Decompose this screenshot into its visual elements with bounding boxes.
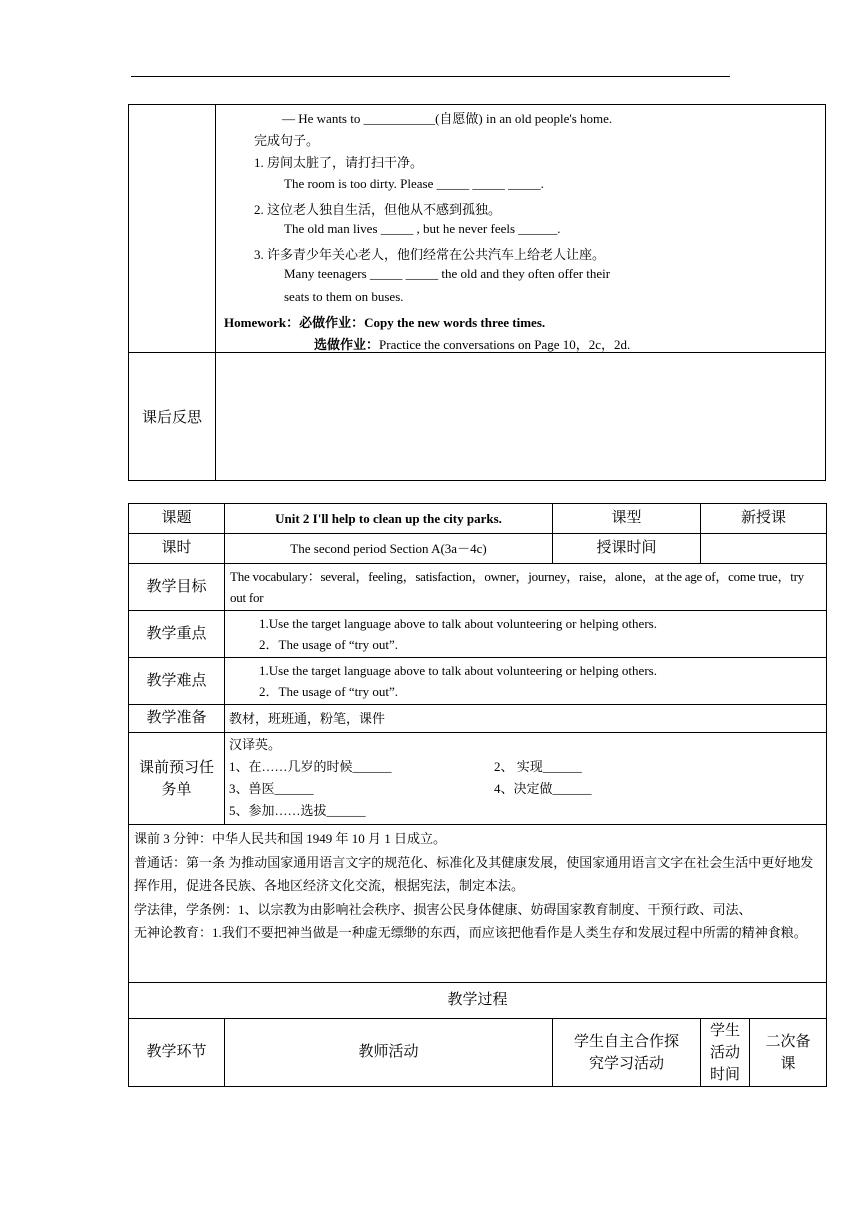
exercise-line: 完成句子。 [254,133,320,148]
preview-content [225,733,827,825]
exercise-line: — He wants to ___________(自愿做) in an old people's home. [282,111,613,126]
exercise-line: 3. 许多青少年关心老人，他们经常在公共汽车上给老人让座。 [254,247,606,262]
exercise-label-cell [129,105,216,353]
time-value [701,534,827,564]
goals-label: 教学目标 [129,564,225,611]
header-rule [131,76,730,77]
preview-label: 课前预习任务单 [129,733,225,825]
key-points [225,611,827,658]
col-student: 学生自主合作探究学习活动 [553,1019,701,1087]
preview-item: 1、在……几岁的时候______ [229,759,392,774]
exercise-line: The room is too dirty. Please _____ _____ _____. [284,176,544,191]
exercise-line: 2. 这位老人独自生活，但他从不感到孤独。 [254,202,502,217]
warmup-line: 课前 3 分钟：中华人民共和国 1949 年 10 月 1 日成立。 [134,831,447,846]
optional-label: 选做作业： [314,337,380,352]
reflection-content [216,353,826,481]
key-point-item: 1.Use the target language above to talk about volunteering or helping others. [259,616,657,631]
lesson-title-text: Unit 2 I'll help to clean up the city parks. [275,511,502,526]
homework-required: Copy the new words three times. [364,315,546,330]
preview-item: 4、决定做______ [494,781,592,796]
prep-label: 教学准备 [129,705,225,733]
preview-item: 2、 实现______ [494,759,582,774]
goals-value: The vocabulary：several，feeling，satisfaction，owner，journey，raise，alone，at the age of，come true，try out for [225,564,827,611]
reflection-label: 课后反思 [129,353,216,481]
homework-line [224,312,545,331]
key-point-item: 2．The usage of “try out”. [259,637,398,652]
lesson-plan-table [128,503,827,1087]
exercise-line: 1. 房间太脏了，请打扫干净。 [254,155,424,170]
preview-item: 5、参加……选拔______ [229,803,366,818]
col-stage: 教学环节 [129,1019,225,1087]
optional-homework-line [314,334,630,353]
warmup-content [129,825,827,983]
preview-item: 3、兽医______ [229,781,314,796]
exercise-line: The old man lives _____ , but he never feels ______. [284,221,561,236]
homework-label: Homework：必做作业： [224,315,365,330]
warmup-line: 无神论教育：1.我们不要把神当做是一种虚无缥缈的东西，而应该把他看作是人类生存和发展过程中所需的精神食粮。 [134,925,807,940]
optional-text: Practice the conversations on Page 10，2c，2d. [379,337,631,352]
process-title: 教学过程 [129,983,827,1019]
col-second: 二次备课 [750,1019,827,1087]
title-label: 课题 [129,504,225,534]
preview-title: 汉译英。 [229,737,282,752]
exercise-line: Many teenagers _____ _____ the old and they often offer their [284,266,611,281]
col-teacher: 教师活动 [225,1019,553,1087]
exercise-table [128,104,826,481]
difficult-point-item: 1.Use the target language above to talk about volunteering or helping others. [259,663,657,678]
difficult-points [225,658,827,705]
period-value: The second period Section A(3a－4c) [225,534,553,564]
preview-grid [229,756,822,822]
lesson-title [225,504,553,534]
type-label: 课型 [553,504,701,534]
period-label: 课时 [129,534,225,564]
exercise-content-cell [216,105,826,353]
difficult-points-label: 教学难点 [129,658,225,705]
key-points-label: 教学重点 [129,611,225,658]
difficult-point-item: 2．The usage of “try out”. [259,684,398,699]
warmup-line: 学法律，学条例：1、以宗教为由影响社会秩序、损害公民身体健康、妨碍国家教育制度、干预行政、司法、 [134,901,752,917]
prep-value: 教材，班班通，粉笔，课件 [225,705,827,733]
warmup-line: 普通话：第一条 为推动国家通用语言文字的规范化、标准化及其健康发展，使国家通用语言文字在社会生活中更好地发挥作用，促进各民族、各地区经济文化交流，根据宪法，制定本法。 [134,854,814,893]
time-label: 授课时间 [553,534,701,564]
type-value: 新授课 [701,504,827,534]
col-time: 学生活动时间 [701,1019,750,1087]
exercise-line: seats to them on buses. [284,289,404,304]
